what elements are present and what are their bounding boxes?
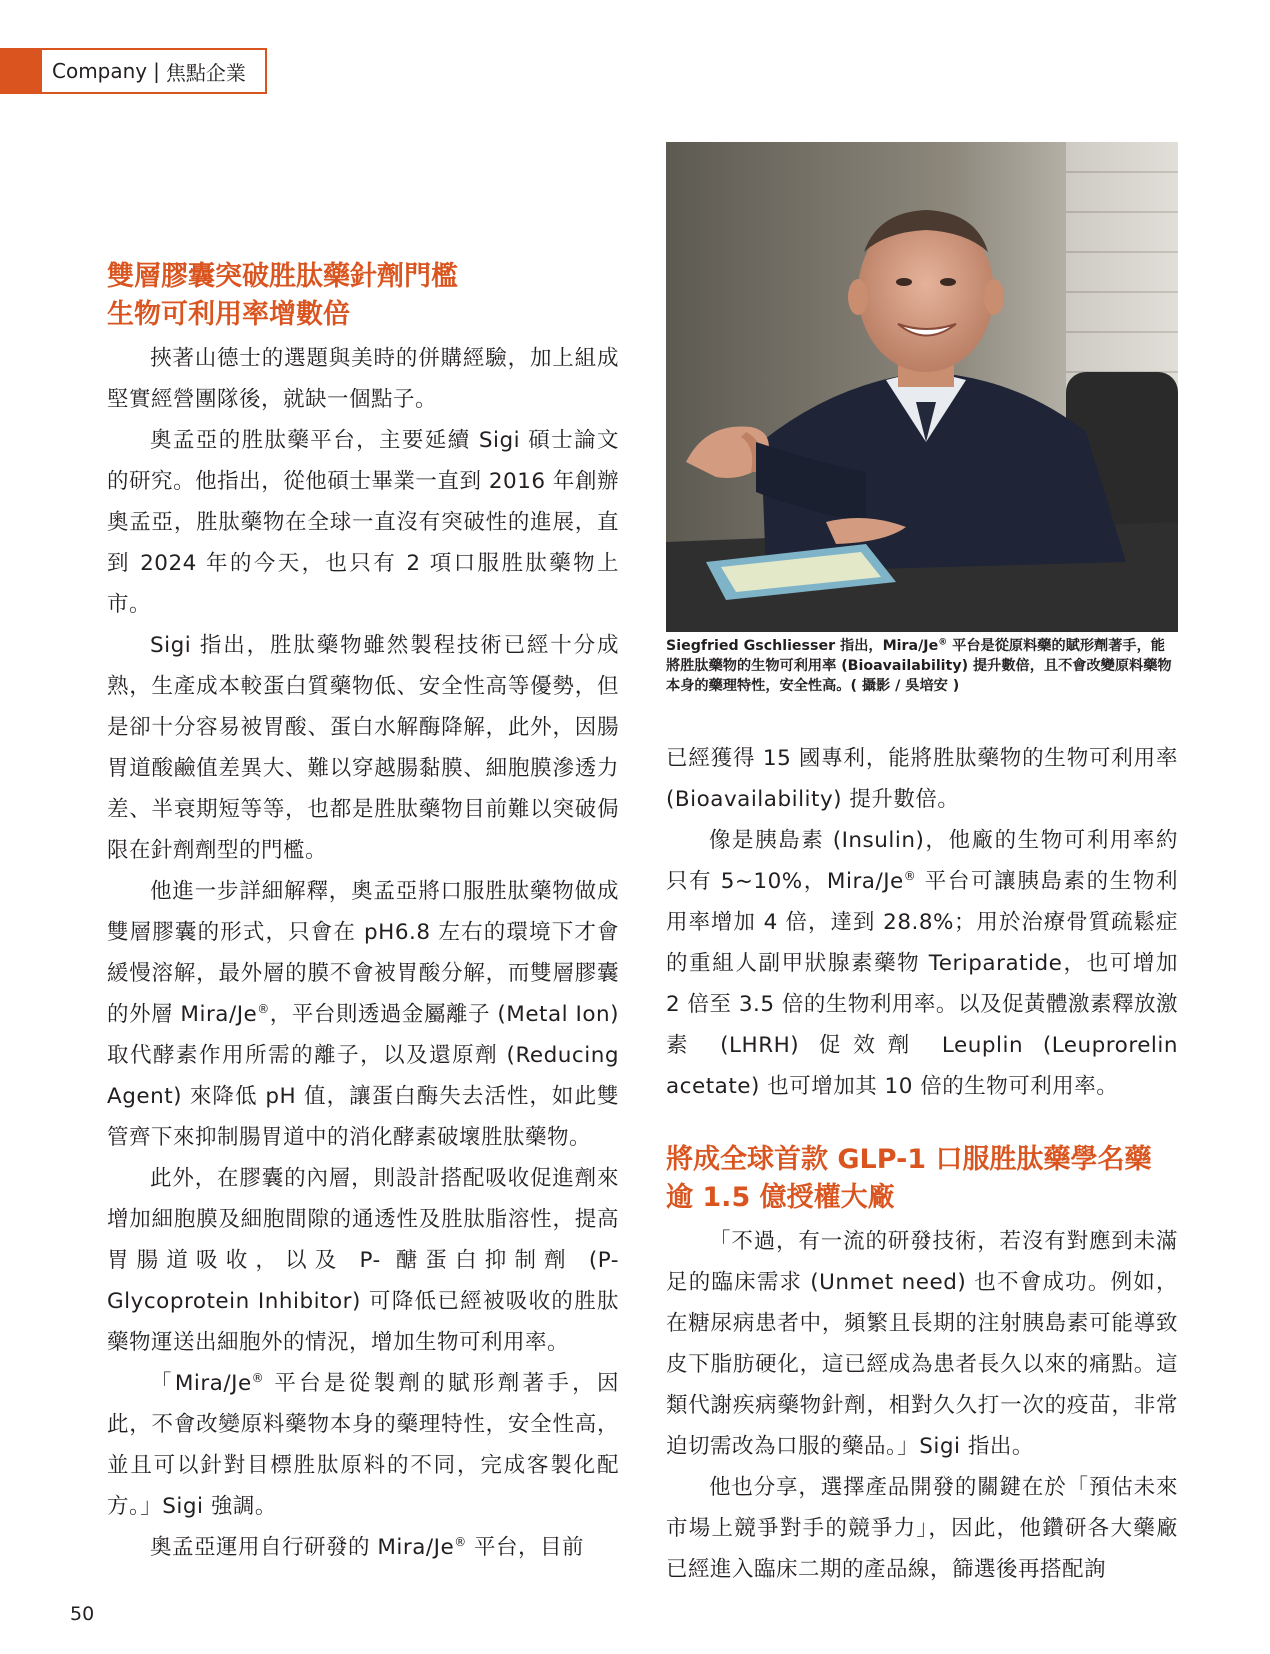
text-span: 「Mira/Je [150,1371,252,1396]
category-zh: 焦點企業 [165,60,246,85]
man-gesturing-at-table-photo [666,142,1178,632]
text-span: 平台是從製劑的賦形劑著手，因此，不會改變原料藥物本身的藥理特性，安全性高，並且可以針對目標胜肽原料的不同，完成客製化配方。」Sigi 強調。 [107,1371,619,1519]
paragraph: 奧孟亞的胜肽藥平台，主要延續 Sigi 碩士論文的研究。他指出，從他碩士畢業一直到 2016 年創辦奧孟亞，胜肽藥物在全球一直沒有突破性的進展，直到 2024 年的今天，也只有 2 項口服胜肽藥物上市。 [107,428,619,617]
section-tag [42,48,267,94]
paragraph: Sigi 指出，胜肽藥物雖然製程技術已經十分成熟，生產成本較蛋白質藥物低、安全性高等優勢，但是卻十分容易被胃酸、蛋白水解酶降解，此外，因腸胃道酸鹼值差異大、難以穿越腸黏膜、細胞膜滲透力差、半衰期短等等，也都是胜肽藥物目前難以突破侷限在針劑劑型的門檻。 [107,633,619,863]
paragraph [107,1527,619,1568]
paragraph [107,871,619,1158]
section-heading-1-line1: 雙層膠囊突破胜肽藥針劑門檻 [107,261,458,292]
section-heading-1 [107,258,619,334]
paragraph [666,820,1178,1107]
paragraph [107,1363,619,1527]
section-heading-2 [666,1141,1178,1217]
text-span: 奧孟亞運用自行研發的 Mira/Je [150,1535,455,1560]
registered-mark: ® [903,868,917,883]
right-column [666,738,1178,1590]
registered-mark: ® [257,1001,270,1016]
section-heading-1-line2: 生物可利用率增數倍 [107,299,350,330]
section-heading-2-line2: 逾 1.5 億授權大廠 [666,1182,895,1213]
paragraph: 「不過，有一流的研發技術，若沒有對應到未滿足的臨床需求 (Unmet need) 也不會成功。例如，在糖尿病患者中，頻繁且長期的注射胰島素可能導致皮下脂肪硬化，這已經成為患者長久以來的痛點。這類代謝疾病藥物針劑，相對久久打一次的疫苗，非常迫切需改為口服的藥品。」Sigi 指出。 [666,1229,1178,1459]
paragraph: 此外，在膠囊的內層，則設計搭配吸收促進劑來增加細胞膜及細胞間隙的通透性及胜肽脂溶性，提高胃腸道吸收，以及 P- 醣蛋白抑制劑 (P-Glycoprotein Inhibitor) 可降低已經被吸收的胜肽藥物運送出細胞外的情況，增加生物可利用率。 [107,1166,619,1355]
category-en: Company [52,59,148,83]
registered-mark: ® [251,1370,265,1385]
registered-mark: ® [454,1534,467,1549]
paragraph: 他也分享，選擇產品開發的關鍵在於「預估未來市場上競爭對手的競爭力」，因此，他鑽研各大藥廠已經進入臨床二期的產品線，篩選後再搭配詢 [666,1475,1178,1582]
left-column [107,258,619,1568]
text-span: 平台可讓胰島素的生物利用率增加 4 倍，達到 28.8%；用於治療骨質疏鬆症的重組人副甲狀腺素藥物 Teriparatide，也可增加 2 倍至 3.5 倍的生物利用率。以及促黃體激素釋放激素 (LHRH) 促效劑 Leuplin (Leuprorelin acetate) 也可增加其 10 倍的生物可利用率。 [666,869,1178,1099]
registered-mark: ® [938,637,948,648]
category-separator: | [153,59,160,83]
text-span: ，平台則透過金屬離子 (Metal Ion) 取代酵素作用所需的離子，以及還原劑 (Reducing Agent) 來降低 pH 值，讓蛋白酶失去活性，如此雙管齊下來抑制腸胃道中的消化酵素破壞胜肽藥物。 [107,1002,619,1150]
paragraph: 挾著山德士的選題與美時的併購經驗，加上組成堅實經營團隊後，就缺一個點子。 [107,346,619,412]
header-accent-block [0,48,42,94]
text-span: 平台是從原料藥的賦形劑著手，能將胜肽藥物的生物可利用率 (Bioavailability) 提升數倍，且不會改變原料藥物本身的藥理特性，安全性高。( 攝影 / 吳培安 ) [666,638,1172,694]
text-span: Siegfried Gschliesser 指出，Mira/Je [666,638,939,654]
text-span: 他進一步詳細解釋，奧孟亞將口服胜肽藥物做成雙層膠囊的形式，只會在 pH6.8 左右的環境下才會緩慢溶解，最外層的膜不會被胃酸分解，而雙層膠囊的外層 Mira/Je [107,879,619,1027]
text-span: 像是胰島素 (Insulin)，他廠的生物可利用率約只有 5~10%，Mira/Je [666,828,1178,894]
page-number: 50 [70,1603,95,1625]
paragraph: 已經獲得 15 國專利，能將胜肽藥物的生物可利用率 (Bioavailability) 提升數倍。 [666,746,1178,812]
photo-illustration [666,142,1178,632]
text-span: 平台，目前 [466,1535,585,1560]
section-heading-2-line1: 將成全球首款 GLP-1 口服胜肽藥學名藥 [666,1144,1152,1175]
photo-caption [666,636,1178,696]
